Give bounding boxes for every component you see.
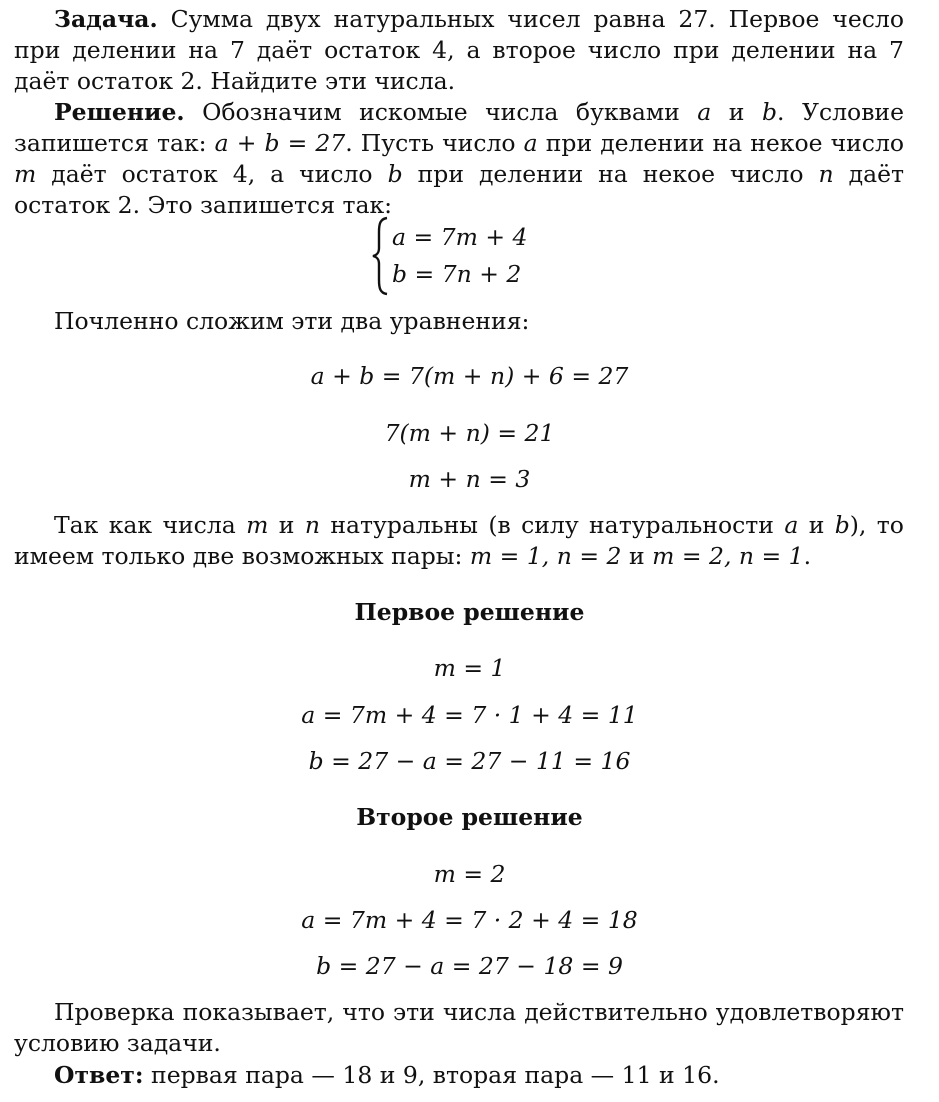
equation-3: m + n = 3 <box>408 465 531 493</box>
solution-text: и <box>728 98 745 126</box>
solution-label: Решение. <box>54 98 185 126</box>
math-equation: a + b = 27 <box>214 129 346 157</box>
solution-text: при делении на некое число <box>545 129 905 157</box>
math-var: b <box>761 98 778 126</box>
natural-text: и <box>278 511 295 539</box>
second-solution-heading: Второе решение <box>356 803 583 831</box>
answer-label: Ответ: <box>54 1061 144 1089</box>
math-var: a <box>784 511 799 539</box>
solution-text: даёт остаток 2. Это запишется так: <box>14 160 904 219</box>
second-solution-a: a = 7m + 4 = 7 · 2 + 4 = 18 <box>301 906 638 934</box>
solution-text: Обозначим искомые числа буквами <box>202 98 680 126</box>
math-pair: m = 1, n = 2 <box>469 542 622 570</box>
natural-text: натуральны (в силу натуральности <box>330 511 774 539</box>
natural-text: Так как числа <box>54 511 236 539</box>
natural-text: и <box>628 542 645 570</box>
answer-paragraph <box>14 1060 904 1091</box>
natural-text: ), то имеем только две возможных пары: <box>14 511 904 570</box>
math-var: a <box>697 98 712 126</box>
math-var: m <box>14 160 37 188</box>
math-var: n <box>304 511 320 539</box>
solution-text: . Условие запишется так: <box>14 98 904 157</box>
equation-1: a + b = 7(m + n) + 6 = 27 <box>310 362 629 390</box>
answer-text: первая пара — 18 и 9, вторая пара — 11 и 16. <box>151 1061 720 1089</box>
natural-text: . <box>803 542 812 570</box>
check-paragraph: Проверка показывает, что эти числа действительно удовлетворяют условию задачи. <box>14 998 904 1057</box>
solution-text: даёт остаток 4, а число <box>51 160 373 188</box>
add-paragraph: Почленно сложим эти два уравнения: <box>54 307 530 335</box>
equation-system <box>372 216 527 296</box>
natural-text: и <box>808 511 825 539</box>
system-line-2: b = 7n + 2 <box>392 260 522 288</box>
math-var: n <box>818 160 834 188</box>
problem-label: Задача. <box>54 5 158 33</box>
first-solution-heading: Первое решение <box>354 598 585 626</box>
problem-paragraph <box>14 4 904 97</box>
math-pair: m = 2, n = 1 <box>652 542 804 570</box>
solution-text: . Пусть число <box>345 129 516 157</box>
first-solution-a: a = 7m + 4 = 7 · 1 + 4 = 11 <box>301 701 638 729</box>
equation-2: 7(m + n) = 21 <box>384 419 555 447</box>
left-brace-icon <box>372 216 390 296</box>
first-solution-b: b = 27 − a = 27 − 11 = 16 <box>308 747 631 775</box>
math-var: b <box>834 511 850 539</box>
system-line-1: a = 7m + 4 <box>392 223 528 251</box>
math-var: b <box>387 160 403 188</box>
second-solution-m: m = 2 <box>433 860 506 888</box>
first-solution-m: m = 1 <box>433 654 506 682</box>
math-var: a <box>523 129 538 157</box>
solution-paragraph <box>14 97 904 221</box>
natural-paragraph <box>14 510 904 572</box>
second-solution-b: b = 27 − a = 27 − 18 = 9 <box>316 952 623 980</box>
math-var: m <box>246 511 269 539</box>
solution-text: при делении на некое число <box>417 160 804 188</box>
problem-text: Сумма двух натуральных чисел равна 27. Первое чесло при делении на 7 даёт остаток 4, а второе число при делении на 7 даёт остаток 2. Найдите эти числа. <box>14 5 904 95</box>
